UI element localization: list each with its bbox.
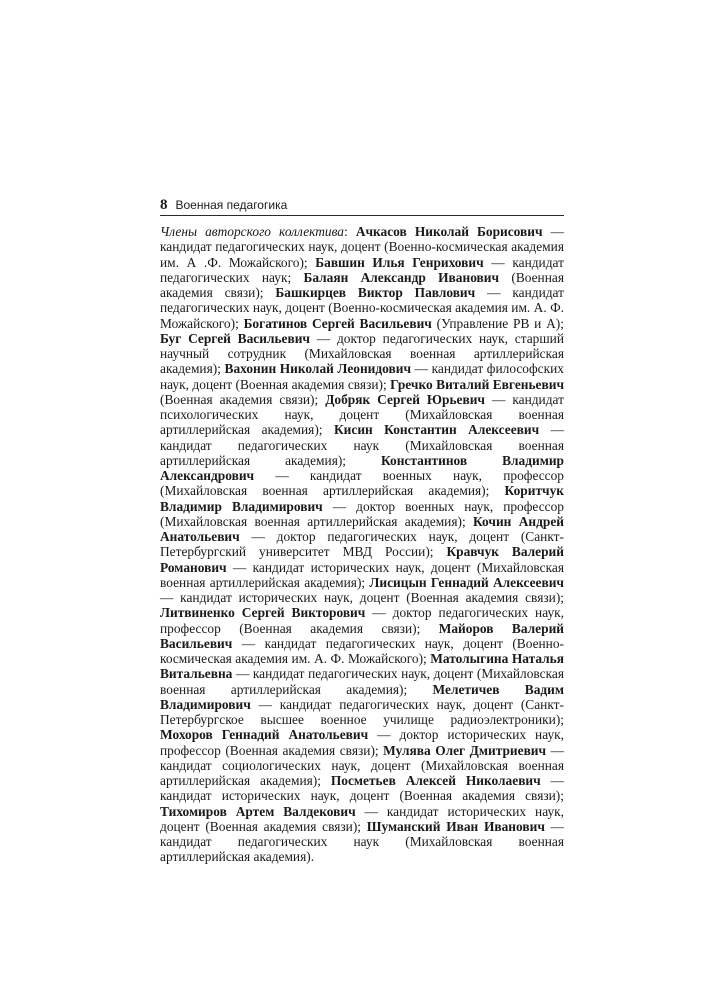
author-name: Лисицын Геннадий Алексеевич	[369, 574, 564, 590]
author-details: — кандидат педагогических наук (Михайловская военная артиллерийская академия);	[160, 422, 564, 468]
author-details: — кандидат военных наук, профессор (Михайловская военная артиллерийская академия);	[160, 468, 564, 499]
author-details: — кандидат философских наук, доцент (Военная академия связи);	[160, 361, 564, 392]
author-details: — кандидат педагогических наук;	[160, 254, 564, 285]
author-details: (Военная академия связи);	[160, 391, 326, 407]
author-name: Тихомиров Артем Валдекович	[160, 803, 356, 819]
intro-colon: :	[344, 224, 356, 239]
author-name: Буг Сергей Васильевич	[160, 330, 310, 346]
author-name: Коритчук Владимир Владимирович	[160, 483, 564, 514]
author-details: — кандидат исторических наук, доцент (Военная академия связи);	[160, 803, 565, 834]
author-entry	[244, 316, 564, 331]
author-name: Мохоров Геннадий Анатольевич	[160, 727, 369, 743]
author-name: Бавшин Илья Генрихович	[315, 254, 484, 270]
author-details: (Военная академия связи);	[160, 269, 564, 300]
author-details: — доктор военных наук, профессор (Михайловская военная артиллерийская академия);	[160, 498, 564, 529]
running-head	[160, 197, 564, 216]
intro-lead: Члены авторского коллектива	[160, 224, 345, 239]
author-name: Константинов Владимир Александрович	[160, 452, 564, 483]
author-details: — кандидат социологических наук, доцент (Михайловская военная артиллерийская академия);	[160, 742, 564, 788]
running-title: Военная педагогика	[175, 198, 288, 212]
author-name: Мулява Олег Дмитриевич	[383, 742, 547, 758]
author-name: Посметьев Алексей Николаевич	[330, 773, 541, 788]
author-details: — кандидат педагогических наук (Михайловская военная артиллерийская академия).	[160, 818, 564, 865]
author-details: — доктор педагогических наук, доцент (Санкт-Петербургский университет МВД России);	[160, 529, 564, 560]
author-name: Гречко Виталий Евгеньевич	[390, 376, 565, 392]
author-name: Майоров Валерий Васильевич	[160, 620, 564, 651]
author-name: Богатинов Сергей Васильевич	[243, 315, 432, 331]
author-name: Ачкасов Николай Борисович	[355, 224, 543, 239]
author-name: Матолыгина Наталья Витальевна	[160, 651, 565, 682]
author-name: Башкирцев Виктор Павлович	[275, 285, 476, 300]
author-details: (Управление РВ и А);	[431, 315, 564, 331]
author-details: — кандидат психологических наук, доцент (Михайловская военная артиллерийская академия);	[160, 391, 564, 438]
author-details: — доктор педагогических наук, профессор (Военная академия связи);	[160, 605, 565, 636]
author-name: Добряк Сергей Юрьевич	[325, 391, 485, 407]
author-details: — кандидат исторических наук, доцент (Военная академия связи);	[160, 590, 564, 605]
author-details: — доктор исторических наук, профессор (Военная академия связи);	[160, 727, 565, 758]
author-name: Кочин Андрей Анатольевич	[160, 513, 564, 544]
author-name: Балаян Александр Иванович	[303, 269, 500, 285]
author-details: — доктор педагогических наук, старший научный сотрудник (Михайловская военная артиллерийская академия);	[160, 330, 564, 377]
author-name: Вахонин Николай Леонидович	[224, 361, 412, 377]
author-details: — кандидат педагогических наук, доцент (Военно-космическая академия им. А. Ф. Можайского);	[160, 285, 565, 331]
authors-paragraph	[160, 224, 564, 865]
author-name: Шуманский Иван Иванович	[366, 818, 545, 834]
author-name: Мелетичев Вадим Владимирович	[160, 681, 564, 712]
author-name: Кисин Константин Алексеевич	[333, 422, 540, 438]
author-details: — кандидат педагогических наук, доцент (Военно-космическая академия им. А .Ф. Можайского);	[160, 224, 565, 270]
author-details: — кандидат педагогических наук, доцент (Михайловская военная артиллерийская академия);	[160, 666, 564, 697]
author-details: — кандидат исторических наук, доцент (Михайловская военная артиллерийская академия);	[160, 559, 564, 590]
author-details: — кандидат педагогических наук, доцент (Санкт-Петербургское высшее военное училище радиоэлектроники);	[160, 696, 564, 727]
author-details: — кандидат исторических наук, доцент (Военная академия связи);	[160, 773, 564, 804]
author-details: — кандидат педагогических наук, доцент (Военно-космическая академия им. А. Ф. Можайского);	[160, 635, 564, 666]
page-number: 8	[160, 197, 168, 213]
author-name: Литвиненко Сергей Викторович	[160, 605, 366, 621]
author-name: Кравчук Валерий Романович	[160, 544, 564, 575]
